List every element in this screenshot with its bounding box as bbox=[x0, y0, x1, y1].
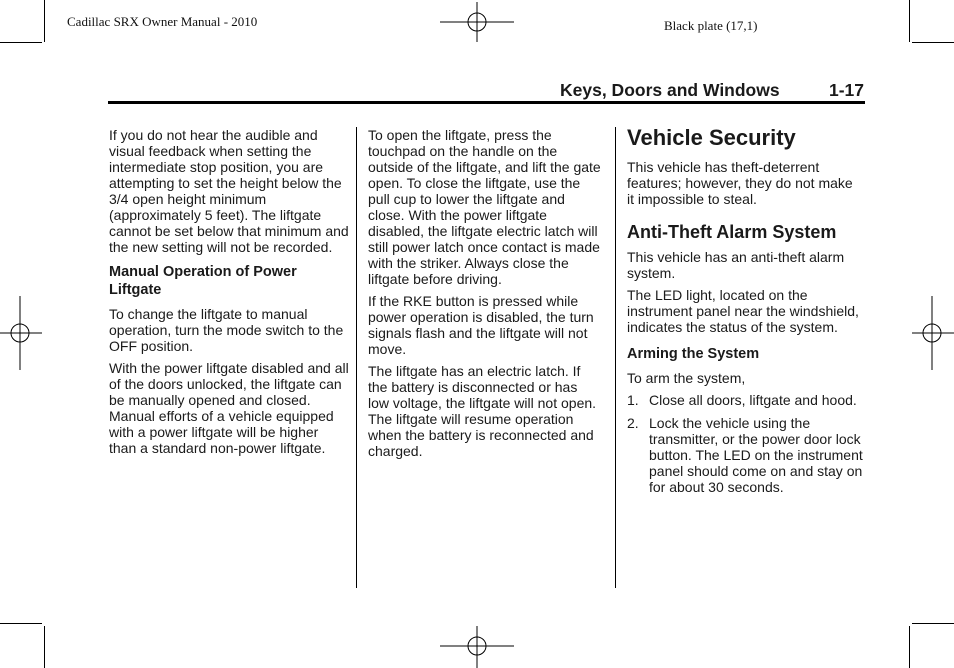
header-rule bbox=[108, 101, 865, 104]
column-divider bbox=[615, 127, 616, 588]
page-title: Vehicle Security bbox=[627, 125, 796, 150]
paragraph: If you do not hear the audible and visual feedback when setting the intermediate stop position, you are attempting to set the height below the 3/4 open height minimum (approximately 5 feet). The liftgate cannot be set below that minimum and the new setting will not be recorded. bbox=[109, 127, 349, 255]
column-divider bbox=[356, 127, 357, 588]
registration-mark-icon bbox=[440, 626, 514, 668]
registration-mark-icon bbox=[440, 2, 514, 42]
plate-label: Black plate (17,1) bbox=[664, 18, 758, 33]
crop-mark bbox=[912, 42, 954, 43]
column-3 bbox=[627, 125, 863, 502]
crop-mark bbox=[44, 0, 45, 42]
section-title: Keys, Doors and Windows bbox=[560, 80, 780, 100]
paragraph: To change the liftgate to manual operation, turn the mode switch to the OFF position. bbox=[109, 306, 344, 354]
paragraph: This vehicle has theft-deterrent features; however, they do not make it impossible to steal. bbox=[627, 159, 853, 207]
steps-list bbox=[627, 392, 863, 495]
section-heading: Manual Operation of Power Liftgate bbox=[109, 264, 297, 298]
running-header bbox=[560, 80, 864, 101]
paragraph: The liftgate has an electric latch. If the battery is disconnected or has low voltage, the liftgate will not open. The liftgate will resume operation when the battery is reconnected and charged. bbox=[368, 363, 597, 459]
crop-mark bbox=[0, 623, 42, 624]
paragraph: This vehicle has an anti-theft alarm system. bbox=[627, 249, 845, 281]
crop-mark bbox=[44, 626, 45, 668]
paragraph: The LED light, located on the instrument panel near the windshield, indicates the status of the system. bbox=[627, 287, 859, 335]
crop-mark bbox=[0, 42, 42, 43]
paragraph: To open the liftgate, press the touchpad on the handle on the outside of the liftgate, and lift the gate open. To close the liftgate, use the pull cup to lower the liftgate and close. With the power liftgate disabled, the liftgate electric latch will still power latch once contact is made with the striker. Always close the liftgate before driving. bbox=[368, 127, 601, 287]
crop-mark bbox=[909, 0, 910, 42]
registration-mark-icon bbox=[0, 296, 42, 370]
column-1 bbox=[109, 127, 349, 462]
registration-mark-icon bbox=[912, 296, 954, 370]
step-number: 1. bbox=[627, 392, 639, 408]
step-number: 2. bbox=[627, 415, 639, 431]
paragraph: To arm the system, bbox=[627, 370, 746, 386]
paragraph: With the power liftgate disabled and all of the doors unlocked, the liftgate can be manually opened and closed. Manual efforts of a vehicle equipped with a power liftgate will be higher than a standard non-power liftgate. bbox=[109, 360, 349, 456]
paragraph: If the RKE button is pressed while power operation is disabled, the turn signals flash and the liftgate will not move. bbox=[368, 293, 594, 357]
section-heading: Arming the System bbox=[627, 346, 760, 362]
crop-mark bbox=[909, 626, 910, 668]
step-text: Lock the vehicle using the transmitter, or the power door lock button. The LED on the instrument panel should come on and stay on for about 30 seconds. bbox=[649, 415, 863, 495]
page-number: 1-17 bbox=[828, 80, 864, 100]
crop-mark bbox=[912, 623, 954, 624]
list-item bbox=[627, 392, 863, 408]
list-item bbox=[627, 415, 863, 495]
subsection-title: Anti-Theft Alarm System bbox=[627, 222, 837, 242]
print-title: Cadillac SRX Owner Manual - 2010 bbox=[67, 14, 258, 29]
step-text: Close all doors, liftgate and hood. bbox=[649, 392, 857, 408]
column-2 bbox=[368, 127, 602, 465]
